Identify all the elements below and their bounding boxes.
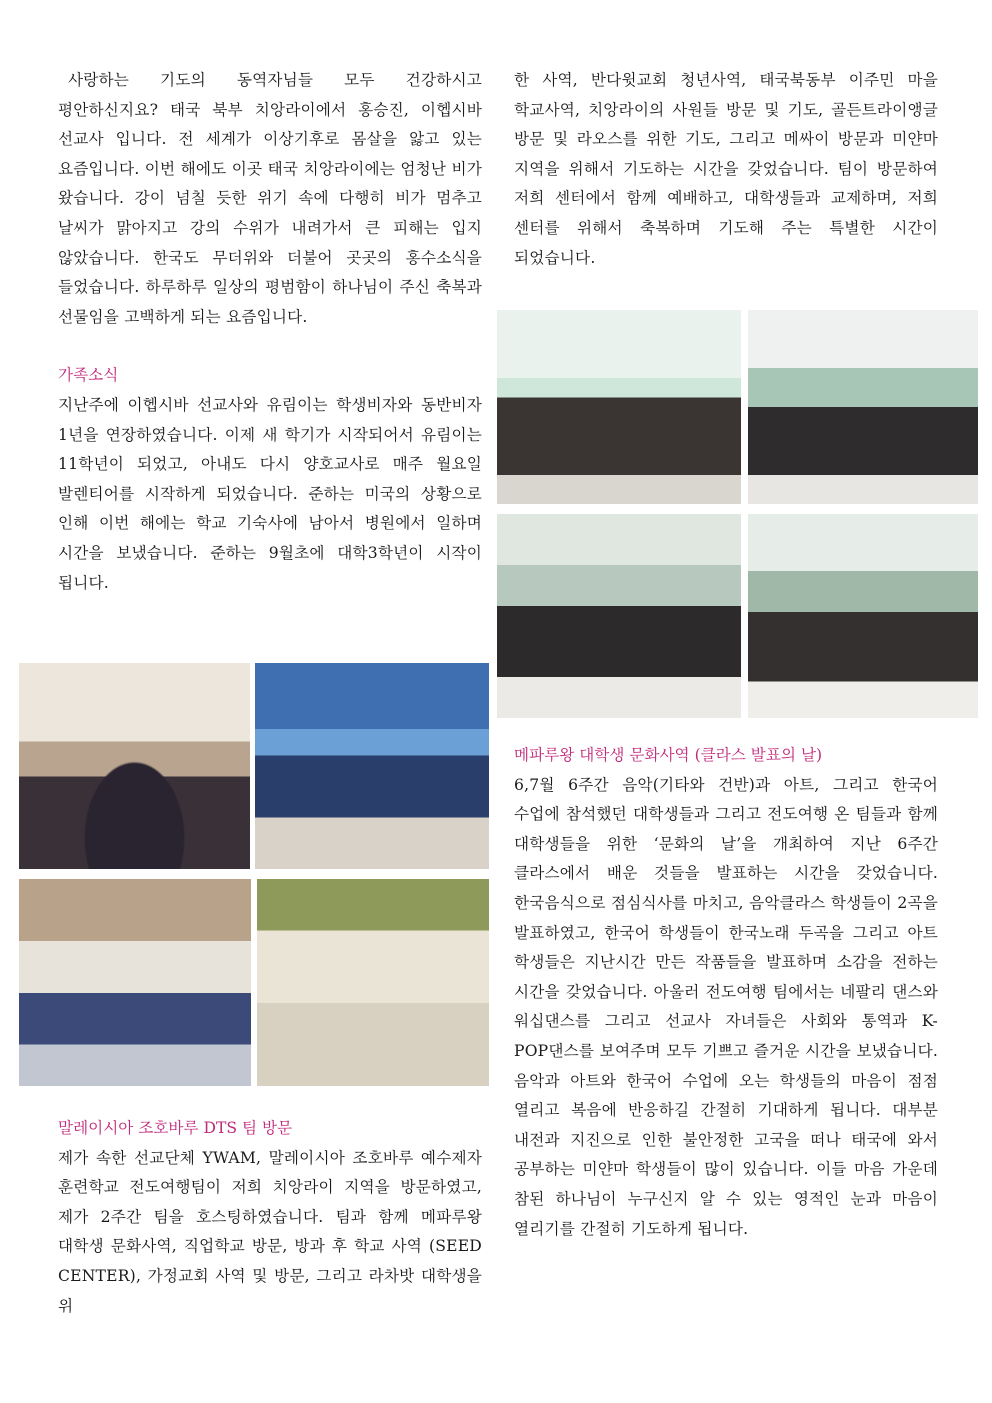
- photo-center-group: [497, 310, 741, 504]
- photo-group-blue-uniforms: [255, 663, 489, 869]
- dts-continued-paragraph: 한 사역, 반다윗교회 청년사역, 태국북동부 이주민 마을 학교사역, 치앙라이의 사원들 방문 및 기도, 골든트라이앵글 방문 및 라오스를 위한 기도, 그리고 메싸이 방문과 미얀마 지역을 위해서 기도하는 시간을 갖었습니다. 팀이 방문하여 저희 센터에서 함께 예배하고, 대학생들과 교제하며, 저희 센터를 위해서 축복하며 기도해 주는 특별한 시간이 되었습니다.: [514, 71, 938, 267]
- photo-group-dance-room: [19, 879, 251, 1086]
- left-column: [58, 66, 482, 598]
- intro-paragraph: 사랑하는 기도의 동역자님들 모두 건강하시고 평안하신지요? 태국 북부 치앙라이에서 홍승진, 이헵시바 선교사 입니다. 전 세계가 이상기후로 몸살을 앓고 있는 요즘입니다. 이번 해에도 이곳 태국 치앙라이에는 엄청난 비가 왔습니다. 강이 넘칠 듯한 위기 속에 다행히 비가 멈추고 날씨가 맑아지고 강의 수위가 내려가서 큰 피해는 입지 않았습니다. 한국도 무더위와 더불어 곳곳의 홍수소식을 들었습니다. 하루하루 일상의 평범함이 하나님이 주신 축복과 선물임을 고백하게 되는 요즘입니다.: [58, 71, 482, 326]
- photo-center-audience: [497, 514, 741, 718]
- photo-center-performance: [748, 310, 978, 504]
- culture-paragraph: 6,7월 6주간 음악(기타와 건반)과 아트, 그리고 한국어 수업에 참석했던 대학생들과 그리고 전도여행 온 팀들과 함께 대학생들을 위한 ‘문화의 날’을 개최하여 지난 6주간 클라스에서 배운 것들을 발표하는 시간을 갖었습니다. 한국음식으로 점심식사를 마치고, 음악클라스 학생들이 2곡을 발표하였고, 한국어 학생들이 한국노래 두곡을 그리고 아트 학생들은 지난시간 만든 작품들을 발표하며 소감을 전하는 시간을 갖었습니다. 아울러 전도여행 팀에서는 네팔리 댄스와 워십댄스를 그리고 선교사 자녀들은 사회와 통역과 K-POP댄스를 보여주며 모두 기쁘고 즐거운 시간을 보냈습니다. 음악과 아트와 한국어 수업에 오는 학생들의 마음이 점점 열리고 복음에 반응하길 간절히 기대하게 됩니다. 대부분 내전과 지진으로 인한 불안정한 고국을 떠나 태국에 와서 공부하는 미얀마 학생들이 많이 있습니다. 이들 마음 가운데 참된 하나님이 누구신지 알 수 있는 영적인 눈과 마음이 열리기를 간절히 기도하게 됩니다.: [514, 775, 938, 1238]
- photo-group-house-church: [257, 879, 489, 1086]
- dts-paragraph: 제가 속한 선교단체 YWAM, 말레이시아 조호바루 예수제자 훈련학교 전도여행팀이 저희 치앙라이 지역을 방문하였고, 제가 2주간 팀을 호스팅하였습니다. 팀과 함께 메파루왕 대학생 문화사역, 직업학교 방문, 방과 후 학교 사역 (SEED CENTER), 가정교회 사역 및 방문, 그리고 라차밧 대학생을 위: [58, 1148, 482, 1315]
- culture-heading: 메파루왕 대학생 문화사역 (클라스 발표의 날): [514, 746, 823, 764]
- family-news-heading: 가족소식: [58, 366, 119, 385]
- photo-center-audience-2: [748, 514, 978, 718]
- dts-section: [58, 1114, 482, 1321]
- culture-section: [514, 741, 938, 1244]
- dts-heading: 말레이시아 조호바루 DTS 팀 방문: [58, 1119, 293, 1137]
- right-column-top: [514, 66, 938, 273]
- family-news-paragraph: 지난주에 이헵시바 선교사와 유림이는 학생비자와 동반비자 1년을 연장하였습니다. 이제 새 학기가 시작되어서 유림이는 11학년이 되었고, 아내도 다시 양호교사로 매주 월요일 발렌티어를 시작하게 되었습니다. 준하는 미국의 상황으로 인해 이번 해에는 학교 기숙사에 남아서 병원에서 일하며 시간을 보냈습니다. 준하는 9월초에 대학3학년이 시작이 됩니다.: [58, 395, 482, 592]
- photo-performance-hall: [19, 663, 250, 869]
